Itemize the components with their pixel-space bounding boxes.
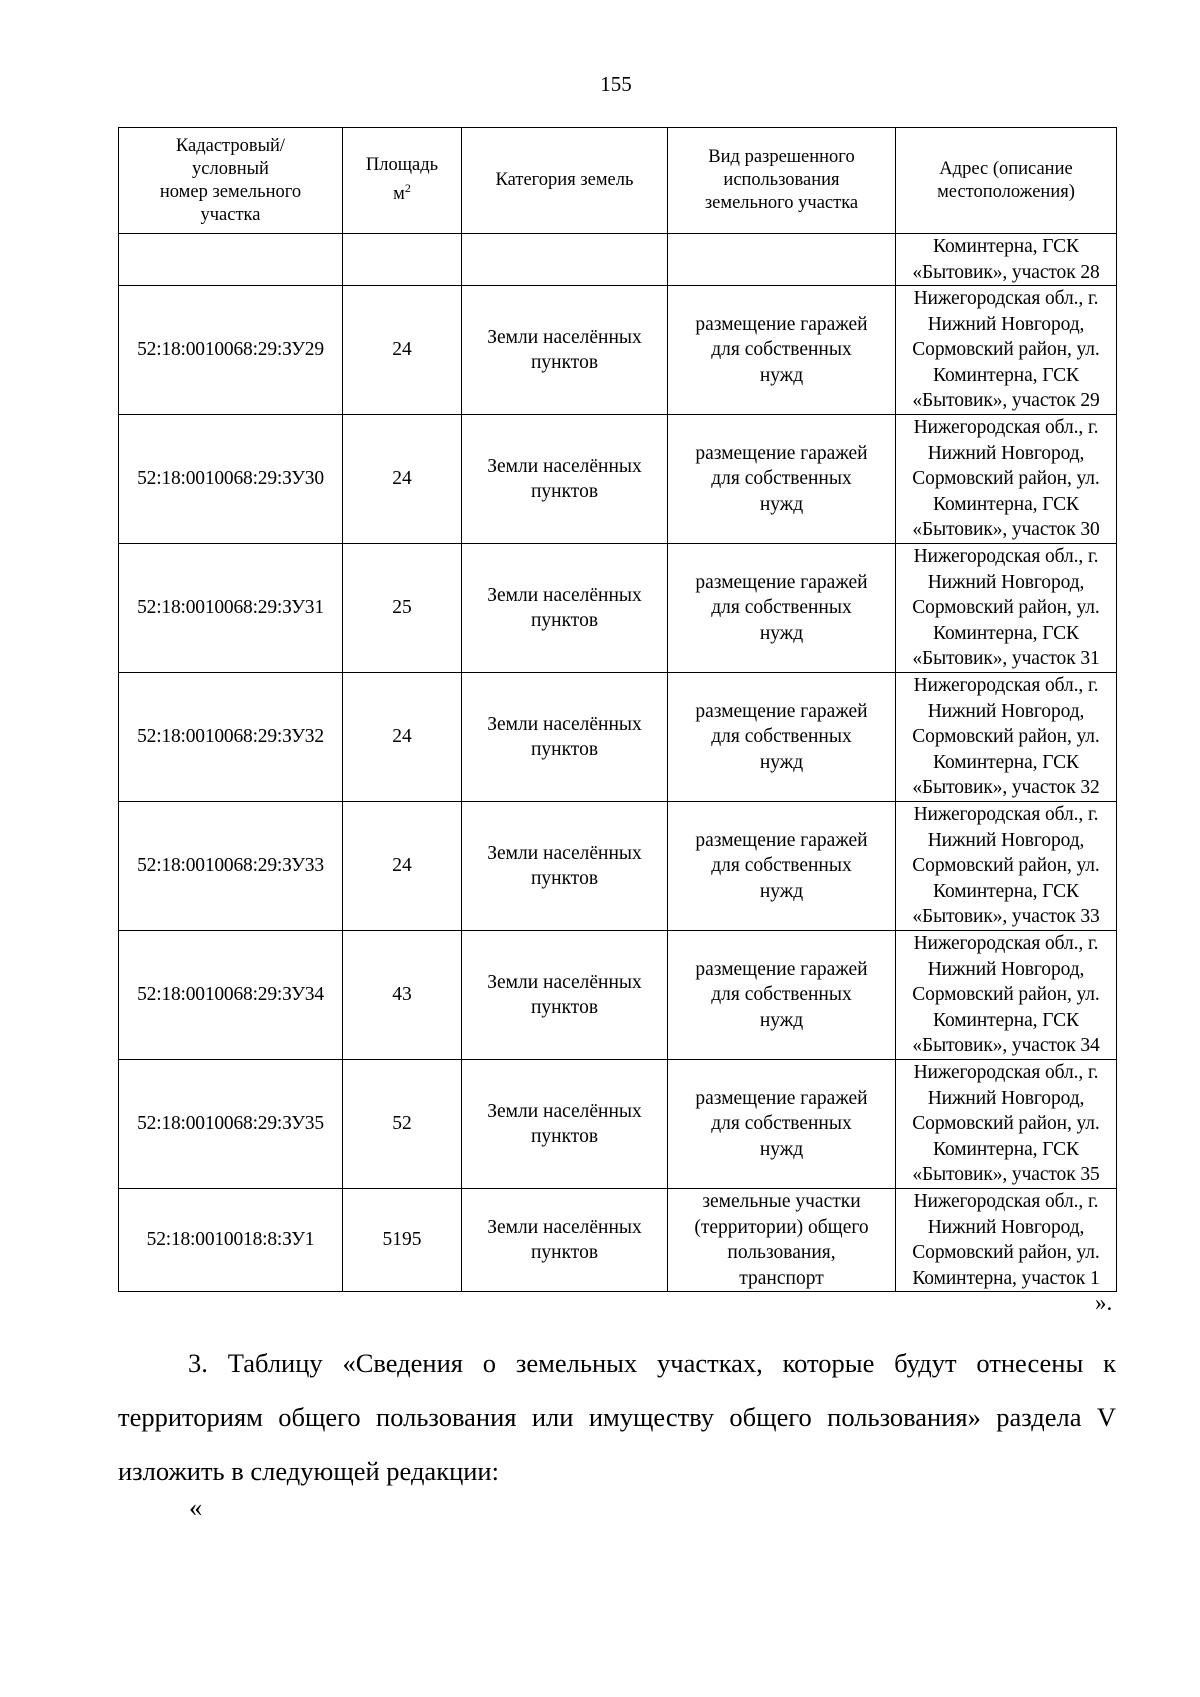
address-line: Нижегородская обл., г. <box>913 1191 1099 1212</box>
permitted-use-line: (территории) общего <box>694 1216 869 1238</box>
cell-address <box>896 931 1117 1060</box>
header-line: Площадь <box>365 155 439 176</box>
category-line: Земли населённых <box>487 842 642 864</box>
cell-area: 24 <box>343 673 462 802</box>
address-line: Нижний Новгород, <box>927 313 1085 335</box>
amendment-paragraph: 3. Таблицу «Сведения о земельных участках, которые будут отнесены к территориям общего пользования или имуществу общего пользования» раздела V изложить в следующей редакции: <box>118 1348 1116 1486</box>
header-cadastral <box>119 128 343 234</box>
table-row <box>119 802 1117 931</box>
permitted-use-line: для собственных <box>711 468 852 490</box>
permitted-use-line: размещение гаражей <box>695 442 868 464</box>
cell-cadastral: 52:18:0010068:29:ЗУ35 <box>119 1060 343 1189</box>
permitted-use-line: для собственных <box>711 855 852 877</box>
category-line: Земли населённых <box>487 455 642 477</box>
header-line: земельного участка <box>704 193 859 213</box>
cell-address <box>896 415 1117 544</box>
land-plots-table <box>118 127 1117 1292</box>
permitted-use-line: для собственных <box>711 984 852 1006</box>
header-line: условный <box>192 158 269 179</box>
cell-area: 24 <box>343 286 462 415</box>
page-number: 155 <box>600 72 632 96</box>
permitted-use-line: размещение гаражей <box>695 1087 868 1109</box>
address-line: Сормовский район, ул. <box>912 1113 1100 1135</box>
cell-cadastral <box>119 234 343 286</box>
address-line: «Бытовик», участок 29 <box>912 390 1100 412</box>
permitted-use-line: пользования, <box>727 1242 836 1263</box>
address-line: Нижегородская обл., г. <box>913 546 1099 568</box>
cell-cadastral: 52:18:0010068:29:ЗУ33 <box>119 802 343 931</box>
cell-cadastral: 52:18:0010068:29:ЗУ30 <box>119 415 343 544</box>
category-line: пунктов <box>530 739 599 760</box>
cell-category <box>462 931 668 1060</box>
cell-permitted-use <box>668 1060 896 1189</box>
permitted-use-line: для собственных <box>711 339 852 361</box>
table-row <box>119 544 1117 673</box>
category-line: пунктов <box>530 997 599 1018</box>
cell-address <box>896 802 1117 931</box>
header-line: Кадастровый/ <box>175 135 286 156</box>
address-line: Нижний Новгород, <box>927 571 1085 593</box>
permitted-use-line: размещение гаражей <box>695 829 868 851</box>
category-line: пунктов <box>530 868 599 889</box>
cell-address <box>896 234 1117 286</box>
closing-quote: ». <box>1095 1290 1113 1315</box>
cell-area: 52 <box>343 1060 462 1189</box>
address-line: Сормовский район, ул. <box>912 597 1100 619</box>
header-line: местоположения) <box>937 181 1075 202</box>
address-line: Сормовский район, ул. <box>912 468 1100 490</box>
address-line: Коминтерна, ГСК <box>933 880 1079 902</box>
address-line: Коминтерна, ГСК <box>933 493 1079 515</box>
cell-address <box>896 286 1117 415</box>
cell-category <box>462 802 668 931</box>
cell-category <box>462 544 668 673</box>
cell-permitted-use <box>668 673 896 802</box>
address-line: Сормовский район, ул. <box>912 339 1100 361</box>
header-area-unit-text: м <box>393 184 405 205</box>
cell-address <box>896 1060 1117 1189</box>
cell-area: 25 <box>343 544 462 673</box>
opening-quote: « <box>189 1492 203 1522</box>
category-line: пунктов <box>530 610 599 631</box>
cell-permitted-use <box>668 802 896 931</box>
address-line: «Бытовик», участок 28 <box>912 261 1100 283</box>
permitted-use-line: размещение гаражей <box>695 571 868 593</box>
permitted-use-line: размещение гаражей <box>695 313 868 335</box>
category-line: пунктов <box>530 352 599 373</box>
category-line: пунктов <box>530 1242 599 1263</box>
cell-permitted-use <box>668 415 896 544</box>
cell-area: 5195 <box>343 1189 462 1292</box>
cell-address <box>896 544 1117 673</box>
header-permitted-use <box>668 128 896 234</box>
header-line: использования <box>723 170 840 190</box>
address-line: Нижегородская обл., г. <box>913 288 1099 310</box>
address-line: Нижний Новгород, <box>927 1087 1085 1109</box>
header-address <box>896 128 1117 234</box>
table-row <box>119 1060 1117 1189</box>
header-line: Адрес (описание <box>939 158 1073 179</box>
address-line: «Бытовик», участок 33 <box>912 906 1100 928</box>
cell-cadastral: 52:18:0010068:29:ЗУ34 <box>119 931 343 1060</box>
cell-permitted-use <box>668 931 896 1060</box>
header-area <box>343 128 462 234</box>
cell-area: 24 <box>343 802 462 931</box>
table-row <box>119 415 1117 544</box>
permitted-use-line: нужд <box>759 493 804 515</box>
cell-area <box>343 234 462 286</box>
cell-cadastral: 52:18:0010068:29:ЗУ29 <box>119 286 343 415</box>
permitted-use-line: размещение гаражей <box>695 958 868 980</box>
address-line: Сормовский район, ул. <box>912 984 1100 1006</box>
header-line: Вид разрешенного <box>708 147 855 167</box>
permitted-use-line: для собственных <box>711 597 852 619</box>
category-line: Земли населённых <box>487 971 642 993</box>
cell-category <box>462 286 668 415</box>
address-line: Сормовский район, ул. <box>912 726 1100 748</box>
header-line: Категория земель <box>495 170 634 190</box>
address-line: «Бытовик», участок 34 <box>912 1035 1100 1057</box>
address-line: Нижегородская обл., г. <box>913 1062 1099 1084</box>
header-line: участка <box>200 204 261 225</box>
address-line: «Бытовик», участок 30 <box>912 519 1100 541</box>
address-line: Нижний Новгород, <box>927 1216 1085 1238</box>
address-line: Коминтерна, ГСК <box>933 236 1079 257</box>
cell-category <box>462 673 668 802</box>
cell-area: 24 <box>343 415 462 544</box>
cell-category <box>462 415 668 544</box>
permitted-use-line: нужд <box>759 751 804 773</box>
address-line: Коминтерна, участок 1 <box>912 1267 1100 1289</box>
category-line: Земли населённых <box>487 584 642 606</box>
address-line: Коминтерна, ГСК <box>933 1009 1079 1031</box>
category-line: Земли населённых <box>487 1216 642 1238</box>
table-header-row <box>119 128 1117 234</box>
address-line: Сормовский район, ул. <box>912 1242 1100 1263</box>
table-row <box>119 931 1117 1060</box>
address-line: Нижний Новгород, <box>927 700 1085 722</box>
permitted-use-line: для собственных <box>711 1113 852 1135</box>
address-line: Нижегородская обл., г. <box>913 804 1099 826</box>
cell-area: 43 <box>343 931 462 1060</box>
cell-permitted-use <box>668 1189 896 1292</box>
permitted-use-line: нужд <box>759 880 804 902</box>
address-line: Коминтерна, ГСК <box>933 751 1079 773</box>
address-line: Коминтерна, ГСК <box>933 1138 1079 1160</box>
address-line: Нижний Новгород, <box>927 442 1085 464</box>
cell-address <box>896 1189 1117 1292</box>
permitted-use-line: размещение гаражей <box>695 700 868 722</box>
permitted-use-line: нужд <box>759 622 804 644</box>
header-category <box>462 128 668 234</box>
cell-permitted-use <box>668 234 896 286</box>
address-line: Нижегородская обл., г. <box>913 933 1099 955</box>
permitted-use-line: земельные участки <box>702 1191 861 1212</box>
address-line: Нижний Новгород, <box>927 958 1085 980</box>
cell-permitted-use <box>668 544 896 673</box>
permitted-use-line: нужд <box>759 1138 804 1160</box>
category-line: Земли населённых <box>487 713 642 735</box>
category-line: пунктов <box>530 481 599 502</box>
category-line: Земли населённых <box>487 326 642 348</box>
cell-permitted-use <box>668 286 896 415</box>
cell-cadastral: 52:18:0010068:29:ЗУ31 <box>119 544 343 673</box>
header-area-unit-exponent: 2 <box>404 181 411 196</box>
address-line: Сормовский район, ул. <box>912 855 1100 877</box>
table-body <box>119 234 1117 1292</box>
address-line: «Бытовик», участок 31 <box>912 648 1100 670</box>
permitted-use-line: нужд <box>759 1009 804 1031</box>
address-line: Нижегородская обл., г. <box>913 417 1099 439</box>
table-row <box>119 286 1117 415</box>
permitted-use-line: для собственных <box>711 726 852 748</box>
permitted-use-line: транспорт <box>739 1267 824 1289</box>
cell-cadastral: 52:18:0010018:8:ЗУ1 <box>119 1189 343 1292</box>
cell-category <box>462 1060 668 1189</box>
table-row <box>119 673 1117 802</box>
table-row <box>119 1189 1117 1292</box>
address-line: «Бытовик», участок 35 <box>912 1164 1100 1186</box>
address-line: «Бытовик», участок 32 <box>912 777 1100 799</box>
cell-category <box>462 234 668 286</box>
cell-cadastral: 52:18:0010068:29:ЗУ32 <box>119 673 343 802</box>
address-line: Коминтерна, ГСК <box>933 364 1079 386</box>
table-row-continued <box>119 234 1117 286</box>
cell-category <box>462 1189 668 1292</box>
address-line: Коминтерна, ГСК <box>933 622 1079 644</box>
cell-address <box>896 673 1117 802</box>
header-area-unit <box>343 177 461 206</box>
header-line: номер земельного <box>159 181 302 202</box>
category-line: Земли населённых <box>487 1100 642 1122</box>
category-line: пунктов <box>530 1126 599 1147</box>
permitted-use-line: нужд <box>759 364 804 386</box>
address-line: Нижегородская обл., г. <box>913 675 1099 697</box>
address-line: Нижний Новгород, <box>927 829 1085 851</box>
